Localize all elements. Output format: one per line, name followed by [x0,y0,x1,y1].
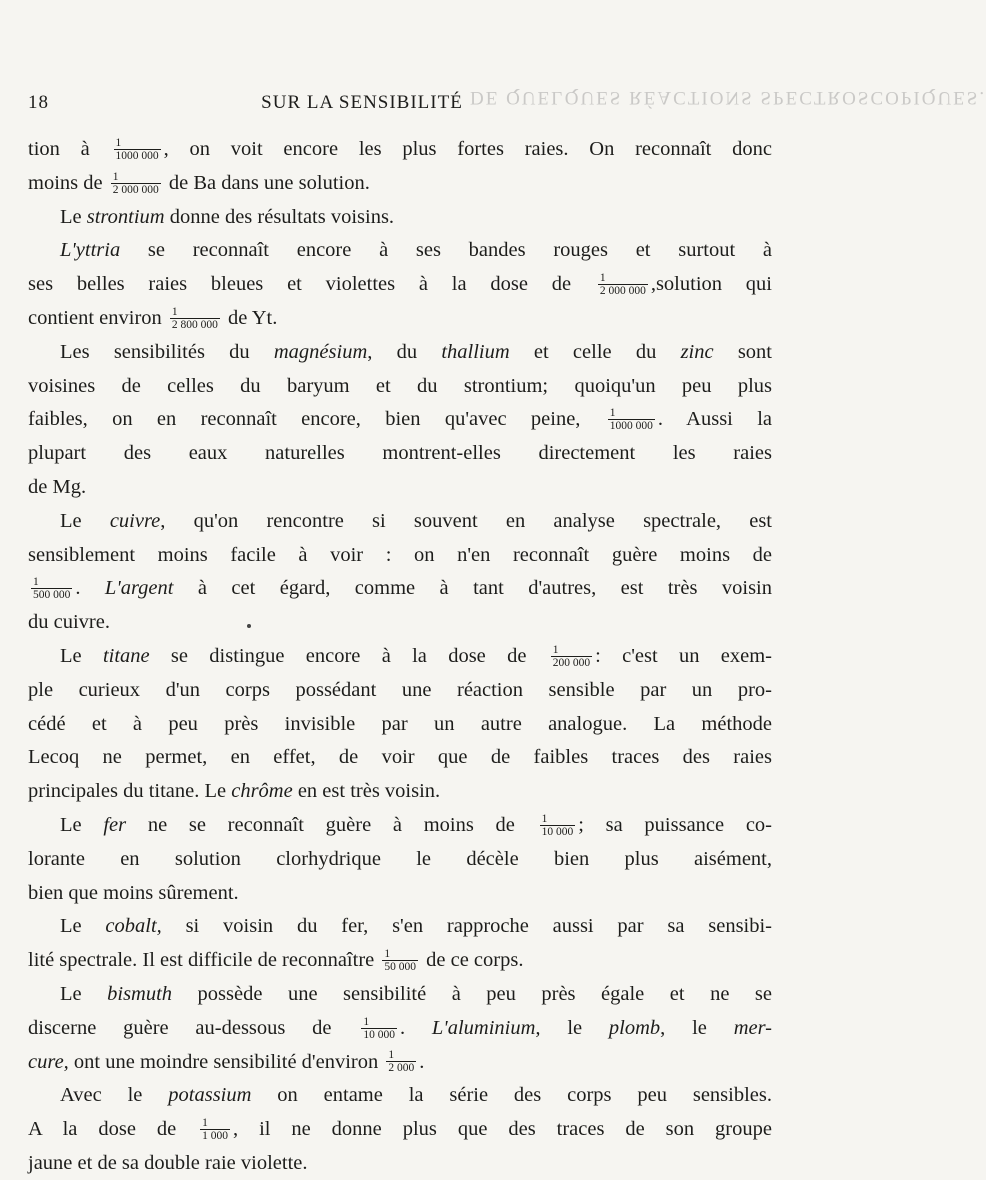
fraction [170,306,220,331]
text-line: bien que moins sûrement. [28,881,239,904]
text-line: $\frac{1}{500 000}$ . L'argent à cet égard, comme à tant d'autres, est très voisin [33,576,772,602]
fraction [200,1117,230,1142]
fraction-denominator: 2 000 000 [599,284,646,297]
italic-term: cobalt, [105,915,162,938]
text-line: contient environ $\frac{1}{2 800 000}$ de Yt. [28,305,278,331]
fraction-numerator: 1 [111,171,161,184]
page-number: 18 [28,92,49,113]
text-line: Avec le potassium on entame la série des corps peu sensibles. [60,1084,773,1107]
fraction-denominator: 2 800 000 [171,318,218,331]
fraction-numerator: 1 [170,306,220,319]
fraction-denominator: 500 000 [33,589,71,602]
running-header [28,92,772,122]
text-line: faibles, on en reconnaît encore, bien qu'avec peine, $\frac{1}{1000 000}$ . Aussi la [28,407,772,433]
text-line: A la dose de $\frac{1}{1 000}$ , il ne donne plus que des traces de son groupe [28,1116,772,1142]
fraction-numerator: 1 [382,948,418,961]
italic-term: thallium [441,340,510,363]
fraction [551,644,592,669]
text-line: Le strontium donne des résultats voisins. [60,205,395,228]
text-line: voisines de celles du baryum et du strontium; quoiqu'un peu plus [28,374,772,397]
fraction [608,407,655,432]
text-line: Les sensibilités du magnésium, du thallium et celle du zinc sont [60,340,772,363]
fraction-numerator: 1 [540,813,576,826]
italic-term: L'aluminium, [431,1016,541,1039]
fraction-numerator: 1 [598,272,648,285]
text-line: discerne guère au-dessous de $\frac{1}{10 000}$ . L'aluminium, le plomb, le mer- [28,1015,773,1041]
fraction [361,1016,397,1041]
text-line: jaune et de sa double raie violette. [28,1152,308,1174]
text-line: Le cobalt, si voisin du fer, s'en rapproche aussi par sa sensibi- [60,915,773,938]
text-line: de Mg. [28,476,87,498]
text-line: Le cuivre, qu'on rencontre si souvent en analyse spectrale, est [60,509,772,532]
text-line: lité spectrale. Il est difficile de reconnaître $\frac{1}{50 000}$ de ce corps. [28,947,524,973]
text-line: Le bismuth possède une sensibilité à peu près égale et ne se [60,983,772,1005]
running-title: SUR LA SENSIBILITÉ [261,92,463,113]
italic-term: chrôme [231,780,293,803]
fraction-denominator: 2 000 [388,1062,415,1075]
fraction-numerator: 1 [361,1016,397,1029]
text-line: sensiblement moins facile à voir : on n'en reconnaît guère moins de [28,543,772,566]
italic-term: L'argent [104,577,174,600]
fraction-numerator: 1 [114,137,161,150]
text-line: tion à $\frac{1}{1000 000}$ , on voit encore les plus fortes raies. On reconnaît donc [28,136,772,162]
fraction [386,1049,416,1074]
fraction [598,272,648,297]
text-line: Lecoq ne permet, en effet, de voir que de faibles traces des raies [28,746,772,769]
fraction [540,813,576,838]
bleed-through-text: DE QUELQUES RÉACTIONS SPECTROSCOPIQUES. [470,87,986,108]
italic-term: zinc [680,340,714,363]
fraction-denominator: 10 000 [541,825,574,838]
italic-term: magnésium [273,340,368,363]
italic-term: cure, [28,1050,69,1073]
italic-term: plomb [608,1016,661,1039]
ink-speck [247,624,251,628]
italic-term: fer [103,814,127,836]
text-line: Le fer ne se reconnaît guère à moins de $\frac{1}{10 000}$ ; sa puissance co- [60,812,772,838]
fraction-denominator: 1000 000 [609,420,653,433]
fraction [111,171,161,196]
fraction-denominator: 2 000 000 [112,183,159,196]
text-line: cédé et à peu près invisible par un autre analogue. La méthode [28,712,772,735]
italic-term: L'yttria [60,239,121,262]
italic-term: cuivre [109,509,161,532]
fraction-numerator: 1 [386,1049,416,1062]
italic-term: potassium [168,1084,252,1107]
fraction-numerator: 1 [608,407,655,420]
text-line: moins de $\frac{1}{2 000 000}$ de Ba dans une solution. [28,170,370,196]
fraction-numerator: 1 [31,576,72,589]
fraction [382,948,418,973]
text-line: du cuivre. [28,611,110,634]
text-line: ses belles raies bleues et violettes à la dose de $\frac{1}{2 000 000}$ ,solution qui [28,271,772,297]
italic-term: titane [102,645,150,667]
italic-term: bismuth [107,983,173,1005]
text-line: Le titane se distingue encore à la dose de $\frac{1}{200 000}$ : c'est un exem- [60,643,772,669]
fraction-numerator: 1 [551,644,592,657]
fraction-denominator: 50 000 [384,960,416,973]
fraction [114,137,161,162]
italic-term: mer- [733,1016,773,1039]
fraction-denominator: 200 000 [552,656,591,669]
text-line: lorante en solution clorhydrique le décèle bien plus aisément, [28,847,772,870]
fraction-numerator: 1 [200,1117,230,1130]
fraction-denominator: 10 000 [363,1028,395,1041]
fraction-denominator: 1 000 [202,1129,229,1142]
fraction-denominator: 1000 000 [115,149,159,162]
text-line: principales du titane. Le chrôme en est très voisin. [28,780,441,803]
fraction [31,576,72,601]
text-line: cure, ont une moindre sensibilité d'environ $\frac{1}{2 000}$ . [28,1049,425,1075]
text-line: ple curieux d'un corps possédant une réaction sensible par un pro- [28,678,772,701]
text-line: L'yttria se reconnaît encore à ses bandes rouges et surtout à [60,239,772,262]
text-line: plupart des eaux naturelles montrent-elles directement les raies [28,442,772,465]
italic-term: strontium [86,205,165,228]
